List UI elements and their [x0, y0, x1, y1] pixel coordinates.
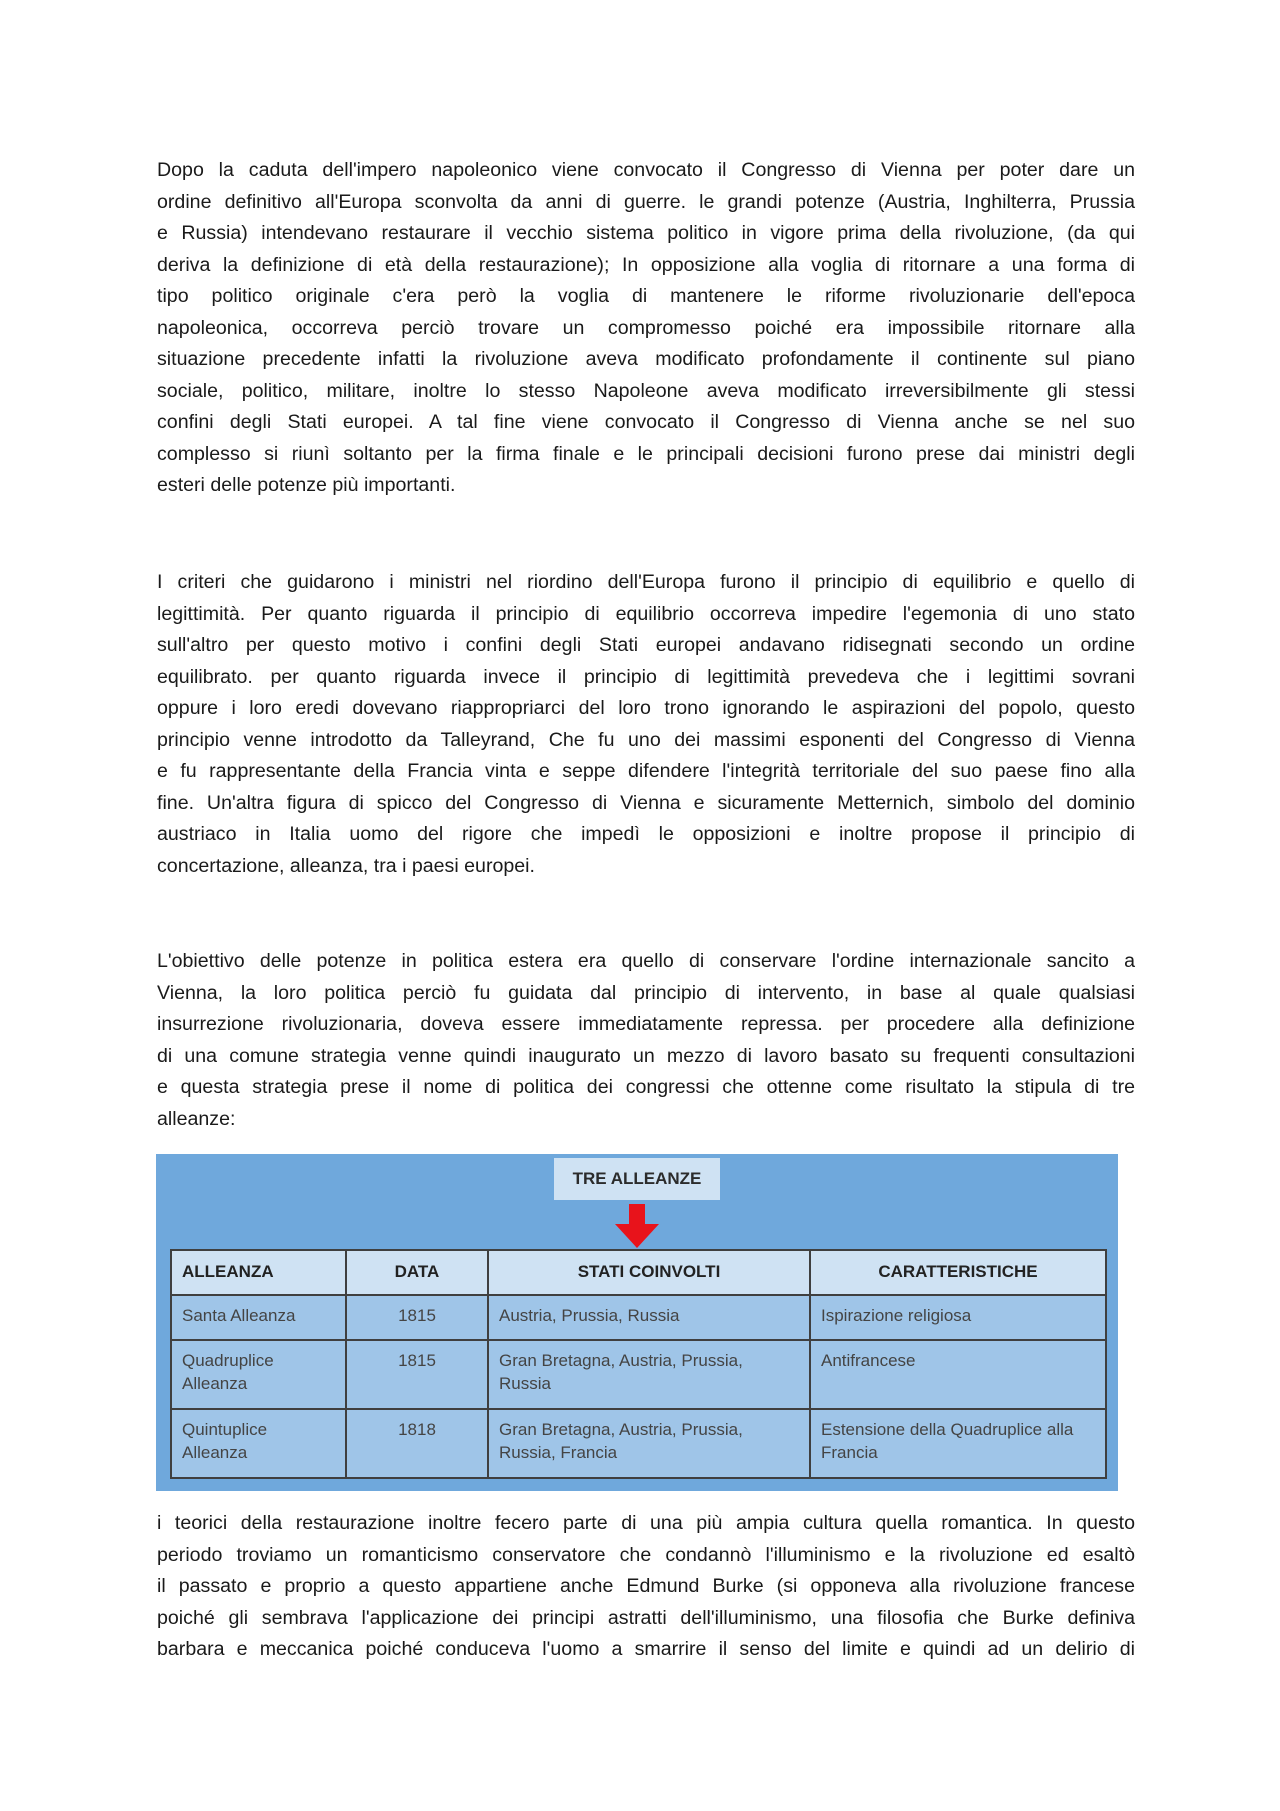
text-line: esteri delle potenze più importanti. — [157, 474, 456, 496]
text-line: e Russia) intendevano restaurare il vecchio sistema politico in vigore prima della rivoluzione, (da qui — [157, 222, 1135, 244]
figure-title: TRE ALLEANZE — [554, 1158, 720, 1200]
cell-caratteristiche: Estensione della Quadruplice alla Francia — [810, 1409, 1106, 1478]
header-caratteristiche: CARATTERISTICHE — [810, 1250, 1106, 1295]
text-line: confini degli Stati europei. A tal fine viene convocato il Congresso di Vienna anche se nel suo — [157, 411, 1135, 433]
text-line: i teorici della restaurazione inoltre fecero parte di una più ampia cultura quella romantica. In questo — [157, 1512, 1135, 1534]
text-line: alleanze: — [157, 1107, 236, 1130]
text-line: austriaco in Italia uomo del rigore che impedì le opposizioni e inoltre propose il principio di — [157, 823, 1135, 845]
header-alleanza: ALLEANZA — [171, 1250, 346, 1295]
text-line: insurrezione rivoluzionaria, doveva essere immediatamente repressa. per procedere alla definizione — [157, 1013, 1135, 1035]
table-row — [171, 1409, 1106, 1478]
paragraph-politica-estera — [157, 946, 1135, 1135]
table-header-row — [171, 1250, 1106, 1295]
cell-alleanza: Santa Alleanza — [171, 1295, 346, 1340]
text-line: deriva la definizione di età della restaurazione); In opposizione alla voglia di ritornare a una forma di — [157, 253, 1135, 276]
cell-data: 1818 — [346, 1409, 488, 1478]
text-line: Dopo la caduta dell'impero napoleonico viene convocato il Congresso di Vienna per poter dare un — [157, 159, 1135, 181]
cell-stati: Gran Bretagna, Austria, Prussia, Russia — [488, 1340, 810, 1409]
text-line: poiché gli sembrava l'applicazione dei principi astratti dell'illuminismo, una filosofia che Burke definiva — [157, 1606, 1135, 1629]
text-line: I criteri che guidarono i ministri nel riordino dell'Europa furono il principio di equilibrio e quello di — [157, 571, 1135, 593]
cell-data: 1815 — [346, 1295, 488, 1340]
paragraph-romanticismo — [157, 1508, 1135, 1666]
text-line: il passato e proprio a questo appartiene anche Edmund Burke (si opponeva alla rivoluzione francese — [157, 1575, 1135, 1597]
text-line: napoleonica, occorreva perciò trovare un compromesso poiché era impossibile ritornare alla — [157, 316, 1135, 339]
text-line: sociale, politico, militare, inoltre lo stesso Napoleone aveva modificato irreversibilmente gli stessi — [157, 379, 1135, 402]
cell-caratteristiche: Ispirazione religiosa — [810, 1295, 1106, 1340]
text-line: Vienna, la loro politica perciò fu guidata dal principio di intervento, in base al quale qualsiasi — [157, 981, 1135, 1004]
text-line: periodo troviamo un romanticismo conservatore che condannò l'illuminismo e la rivoluzione ed esaltò — [157, 1543, 1135, 1566]
text-line: tipo politico originale c'era però la voglia di mantenere le riforme rivoluzionarie dell'epoca — [157, 285, 1135, 307]
paragraph-criteri — [157, 567, 1135, 882]
text-line: complesso si riunì soltanto per la firma finale e le principali decisioni furono prese dai ministri degli — [157, 442, 1135, 465]
cell-stati: Austria, Prussia, Russia — [488, 1295, 810, 1340]
text-line: legittimità. Per quanto riguarda il principio di equilibrio occorreva impedire l'egemonia di uno stato — [157, 602, 1135, 625]
text-line: L'obiettivo delle potenze in politica estera era quello di conservare l'ordine internazionale sancito a — [157, 950, 1135, 972]
table-row — [171, 1295, 1106, 1340]
text-line: oppure i loro eredi dovevano riappropriarci del loro trono ignorando le aspirazioni del popolo, questo — [157, 697, 1135, 719]
text-line: ordine definitivo all'Europa sconvolta da anni di guerre. le grandi potenze (Austria, Inghilterra, Prussia — [157, 190, 1135, 213]
cell-alleanza: Quadruplice Alleanza — [171, 1340, 346, 1409]
text-line: e fu rappresentante della Francia vinta e seppe difendere l'integrità territoriale del suo paese fino alla — [157, 760, 1135, 782]
tre-alleanze-figure — [156, 1154, 1118, 1491]
text-line: di una comune strategia venne quindi inaugurato un mezzo di lavoro basato su frequenti consultazioni — [157, 1044, 1135, 1067]
text-line: principio venne introdotto da Talleyrand, Che fu uno dei massimi esponenti del Congresso di Vienna — [157, 728, 1135, 751]
cell-caratteristiche: Antifrancese — [810, 1340, 1106, 1409]
header-stati: STATI COINVOLTI — [488, 1250, 810, 1295]
paragraph-congresso-vienna — [157, 155, 1135, 502]
cell-alleanza: Quintuplice Alleanza — [171, 1409, 346, 1478]
cell-stati: Gran Bretagna, Austria, Prussia, Russia, Francia — [488, 1409, 810, 1478]
table-row — [171, 1340, 1106, 1409]
text-line: barbara e meccanica poiché conduceva l'uomo a smarrire il senso del limite e quindi ad un delirio di — [157, 1638, 1135, 1660]
text-line: concertazione, alleanza, tra i paesi europei. — [157, 854, 535, 877]
text-line: situazione precedente infatti la rivoluzione aveva modificato profondamente il continente sul piano — [157, 348, 1135, 370]
text-line: fine. Un'altra figura di spicco del Congresso di Vienna e sicuramente Metternich, simbolo del dominio — [157, 791, 1135, 814]
text-line: equilibrato. per quanto riguarda invece il principio di legittimità prevedeva che i legittimi sovrani — [157, 665, 1135, 688]
arrow-down-icon — [614, 1204, 660, 1248]
alleanze-table — [170, 1249, 1107, 1479]
cell-data: 1815 — [346, 1340, 488, 1409]
text-line: e questa strategia prese il nome di politica dei congressi che ottenne come risultato la stipula di tre — [157, 1076, 1135, 1098]
text-line: sull'altro per questo motivo i confini degli Stati europei andavano ridisegnati secondo un ordine — [157, 634, 1135, 656]
header-data: DATA — [346, 1250, 488, 1295]
